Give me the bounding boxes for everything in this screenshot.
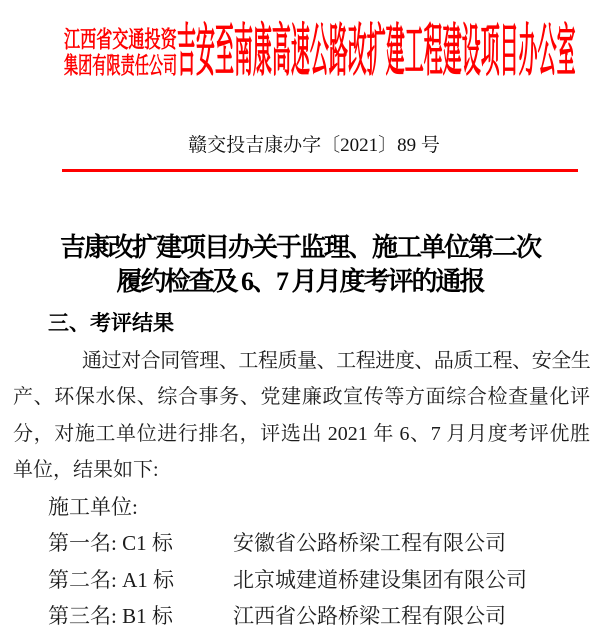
org-name-small-line2: 集团有限责任公司 <box>64 53 178 78</box>
result-row <box>48 525 590 562</box>
org-name-small-line1: 江西省交通投资 <box>64 27 177 52</box>
result-rank: 第二名: A1 标 <box>48 567 174 592</box>
doc-title-line1: 吉康改扩建项目办关于监理、施工单位第二次 <box>59 233 540 262</box>
result-rank: 第三名: B1 标 <box>48 604 173 628</box>
result-company: 江西省公路桥梁工程有限公司 <box>233 604 506 628</box>
paragraph-line: 分，对施工单位进行排名，评选出 2021 年 6、7 月月度考评优胜 <box>13 422 590 445</box>
paragraph-line: 产、环保水保、综合事务、党建廉政宣传等方面综合检查量化评 <box>13 386 590 408</box>
doc-title-line2: 履约检查及 6、7 月月度考评的通报 <box>116 267 484 296</box>
section-heading: 三、考评结果 <box>48 312 174 335</box>
doc-title <box>0 231 600 299</box>
result-row <box>48 562 590 599</box>
result-group-label: 施工单位: <box>48 494 138 519</box>
result-row <box>48 598 590 628</box>
result-rank: 第一名: C1 标 <box>48 531 173 555</box>
document-body <box>13 306 590 628</box>
result-company: 北京城建道桥建设集团有限公司 <box>233 567 527 592</box>
red-divider-line <box>62 169 578 172</box>
letterhead <box>64 22 577 84</box>
doc-number: 赣交投吉康办字〔2021〕89 号 <box>188 135 440 156</box>
org-name-small <box>64 27 177 79</box>
paragraph-line: 单位，结果如下: <box>13 459 159 481</box>
paragraph-line: 通过对合同管理、工程质量、工程进度、品质工程、安全生 <box>82 349 590 372</box>
result-company: 安徽省公路桥梁工程有限公司 <box>233 531 506 555</box>
org-name-large <box>177 22 577 84</box>
org-name-large-text: 吉安至南康高速公路改扩建工程建设项目办公室 <box>177 20 576 83</box>
